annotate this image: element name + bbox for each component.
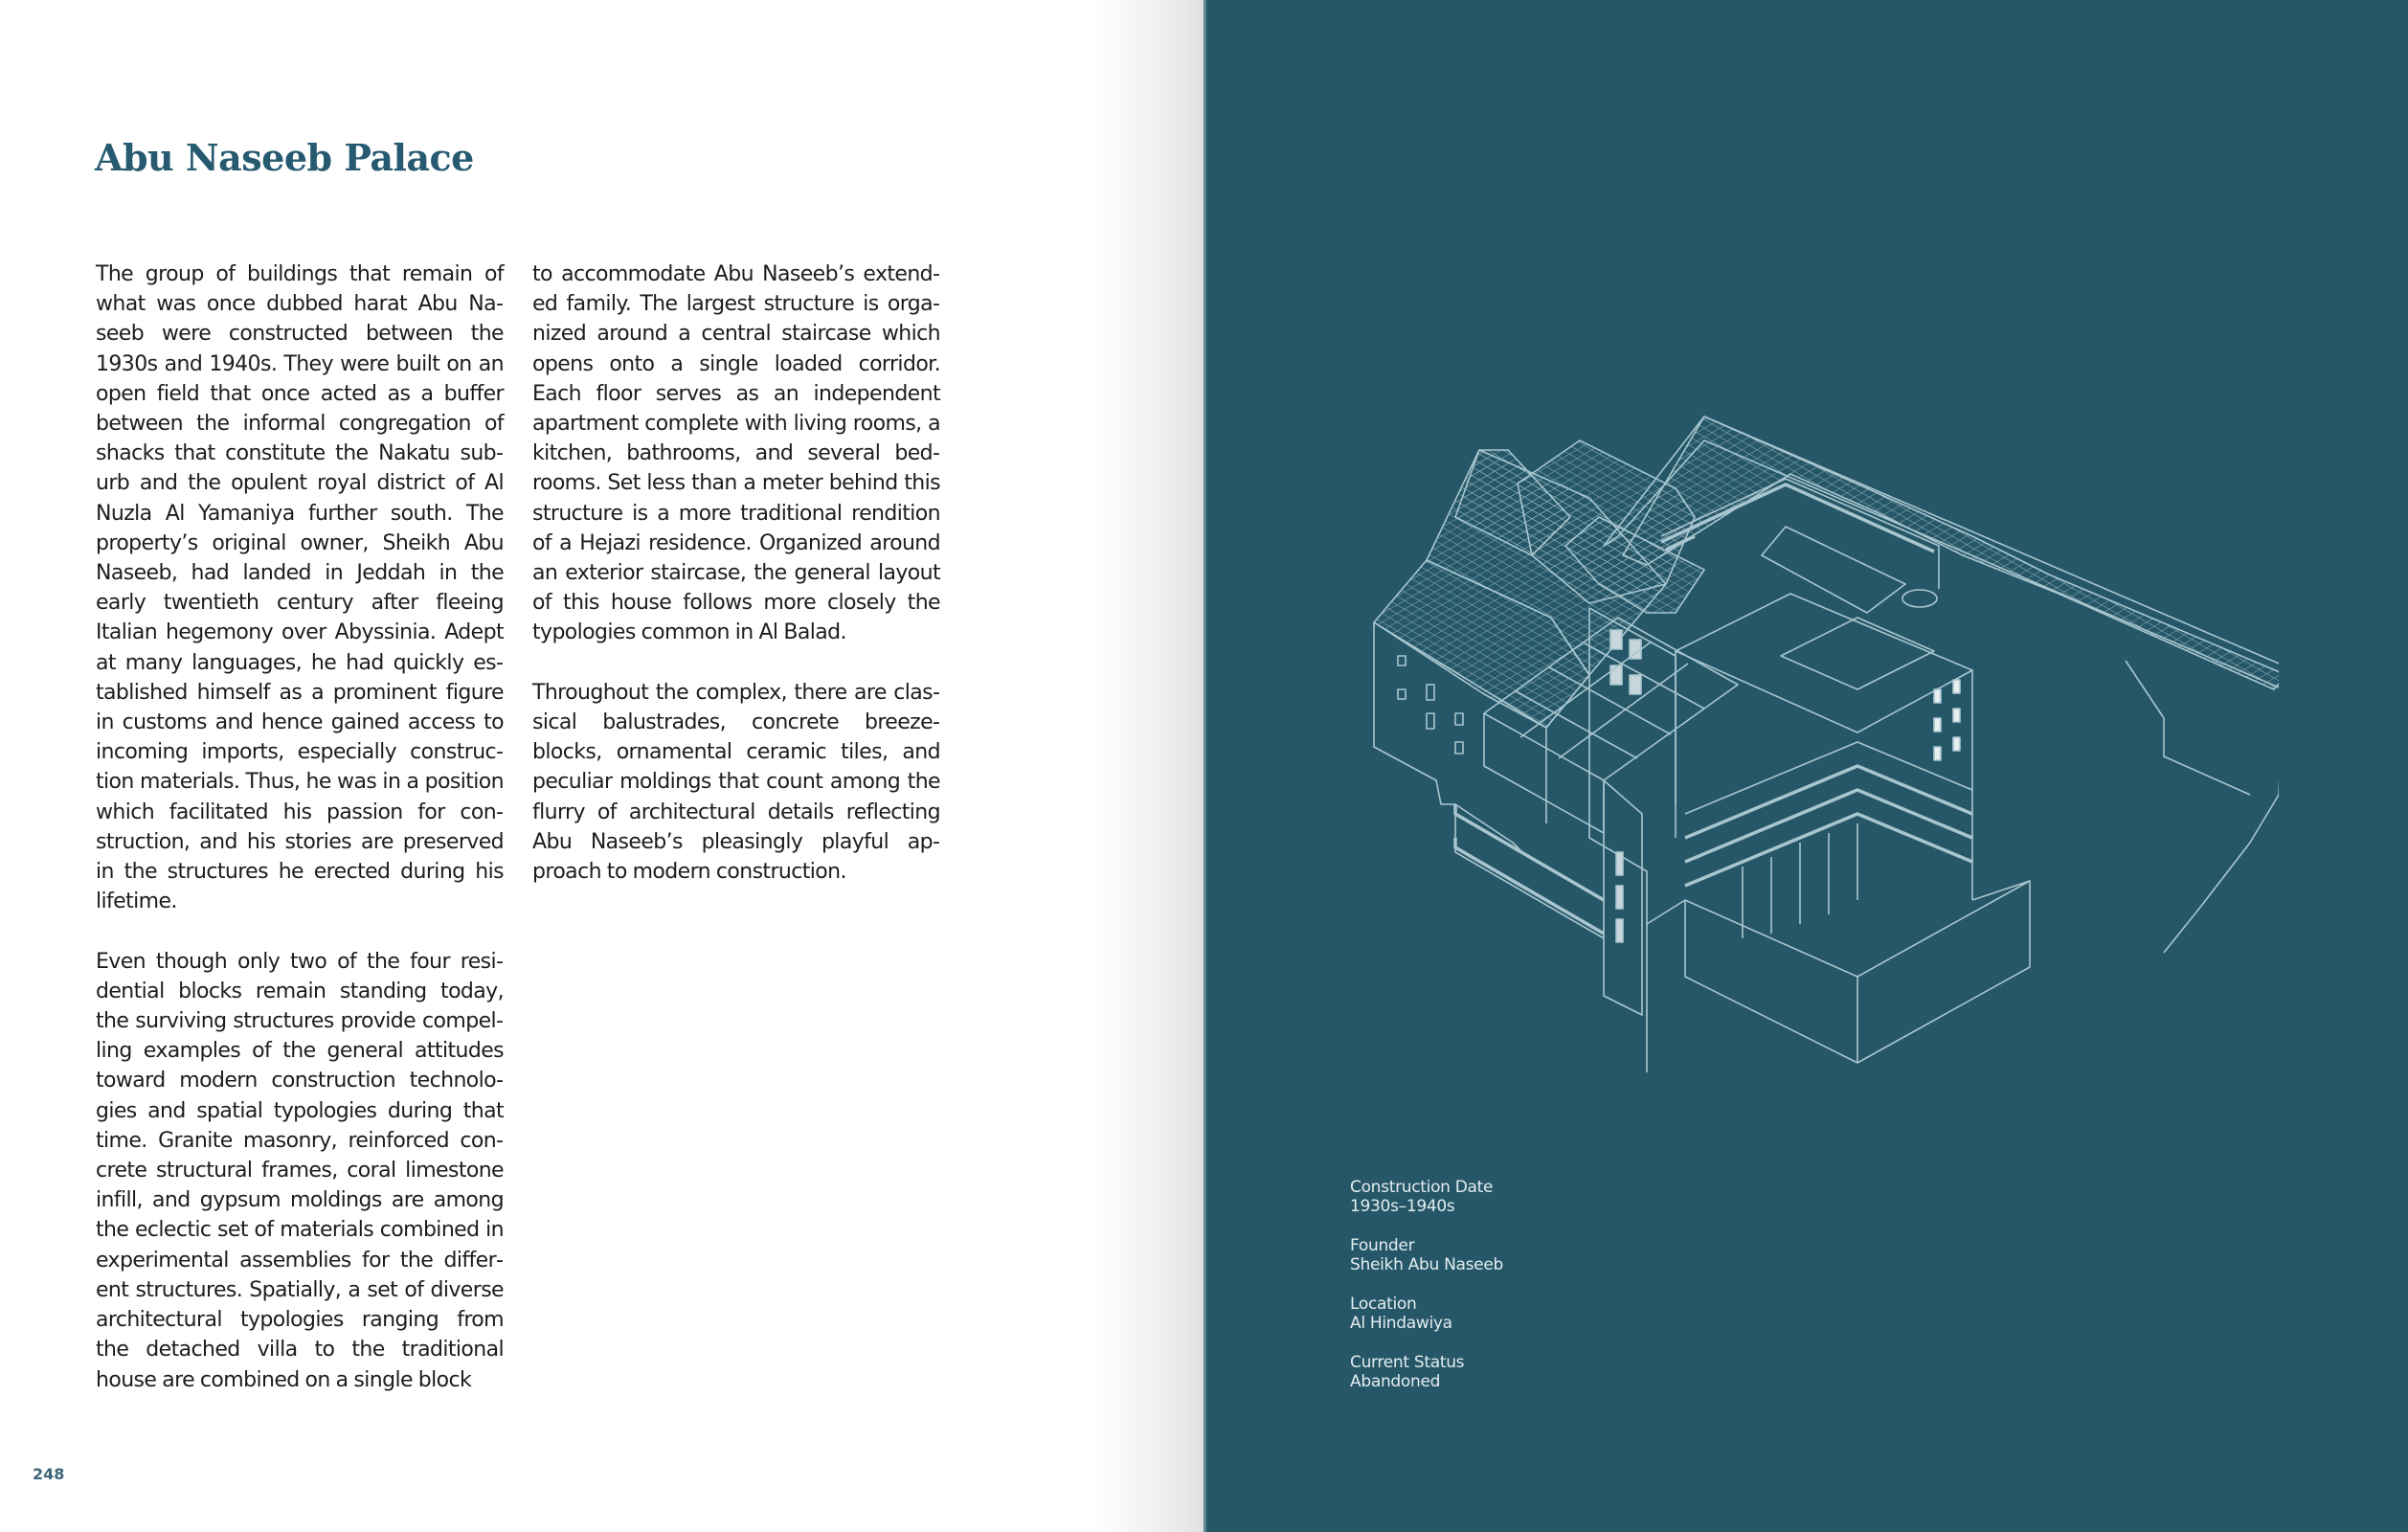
paragraph: The group of buildings that remain of what was once dubbed harat Abu Naseeb were constructed between the 1930s and 1940s. They were built on an open field that once acted as a buffer between the informal congregation of shacks that constitute the Nakatu suburb and the opulent royal district of Al Nuzla Al Yamaniya further south. The property’s original owner, Sheikh Abu Naseeb, had landed in Jeddah in the early twentieth century after fleeing Italian hegemony over Abyssinia. Adept at many languages, he had quickly established himself as a prominent figure in customs and hence gained access to incoming imports, especially construction materials. Thus, he was in a position which facilitated his passion for construction, and his stories are preserved in the structures he erected during his lifetime.	[96, 262, 504, 914]
fact-founder	[1350, 1236, 1503, 1274]
fact-current-status	[1350, 1353, 1503, 1391]
courtyard	[1762, 527, 1905, 613]
roof-terrace	[1676, 594, 1972, 732]
text-column-1	[96, 259, 504, 1425]
page-number: 248	[33, 1465, 65, 1483]
paragraph: to accommodate Abu Naseeb’s extended family. The largest structure is organized around a central staircase which opens onto a single loaded corridor. Each floor serves as an independent apartment complete with living rooms, a kitchen, bathrooms, and several bedrooms. Set less than a meter behind this structure is a more traditional rendition of a Hejazi residence. Organized around an exterior staircase, the general layout of this house follows more closely the typologies common in Al Balad.	[532, 262, 940, 645]
gutter-shadow	[1091, 0, 1204, 1532]
fact-value: 1930s–1940s	[1350, 1197, 1455, 1216]
building-facts	[1350, 1178, 1503, 1411]
fact-value: Sheikh Abu Naseeb	[1350, 1255, 1503, 1274]
fact-location	[1350, 1295, 1503, 1333]
text-column-2	[532, 259, 940, 916]
fact-value: Abandoned	[1350, 1372, 1441, 1391]
fact-construction-date	[1350, 1178, 1503, 1216]
page-edge	[1204, 0, 1206, 1532]
page-title: Abu Naseeb Palace	[95, 136, 474, 179]
paragraph: Even though only two of the four residential blocks remain standing today, the surviving structures provide compelling examples of the general attitudes toward modern construction technologies and spatial typologies during that time. Granite masonry, reinforced concrete structural frames, coral limestone infill, and gypsum moldings are among the eclectic set of materials combined in experimental assemblies for the different structures. Spatially, a set of diverse architectural typologies ranging from the detached villa to the traditional house are combined on a single block	[96, 949, 504, 1392]
fact-label: Current Status	[1350, 1353, 1465, 1372]
fact-label: Location	[1350, 1295, 1417, 1314]
fact-label: Construction Date	[1350, 1178, 1494, 1197]
fact-value: Al Hindawiya	[1350, 1314, 1452, 1333]
axonometric-building-drawing-icon	[1360, 402, 2279, 1072]
right-wing-wall	[2164, 689, 2279, 953]
paragraph: Throughout the complex, there are classical balustrades, concrete breezeblocks, ornamental ceramic tiles, and peculiar moldings that count among the flurry of architectural details reflecting Abu Naseeb’s pleasingly playful approach to modern construction.	[532, 680, 940, 885]
fact-label: Founder	[1350, 1236, 1415, 1255]
roof-back-right	[1623, 417, 2279, 689]
